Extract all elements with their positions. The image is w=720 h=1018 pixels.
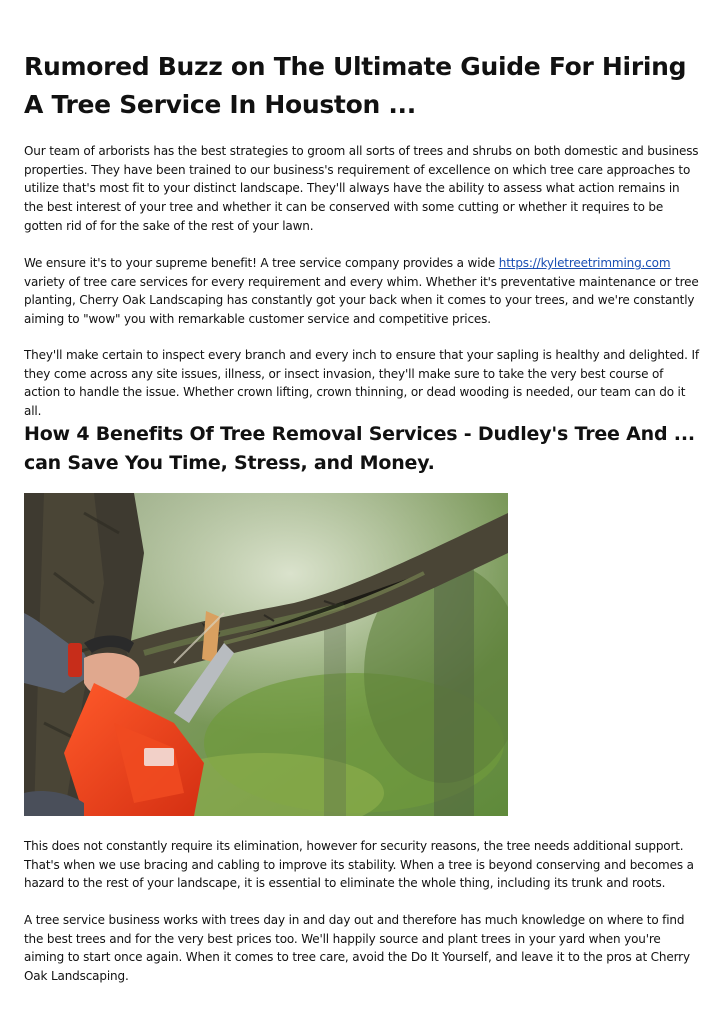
paragraph-sourcing: A tree service business works with trees day in and day out and therefore has much knowledge on where to find the best trees and for the very best prices too. We'll happily source and plant trees in your yard when you're aiming to start once again. When it comes to tree care, avoid the Do It Yourself, and leave it to the pros at Cherry Oak Landscaping. [24,913,690,984]
paragraph-bracing: This does not constantly require its elimination, however for security reasons, the tree needs additional support. That's when we use bracing and cabling to improve its stability. When a tree is beyond conserving and becomes a hazard to the rest of your landscape, it is essential to eliminate the whole thing, including its trunk and roots. [24,839,694,891]
paragraph-benefit [24,254,700,329]
paragraph-text: We ensure it's to your supreme benefit! A tree service company provides a wide [24,256,499,270]
chainsaw-cutting-branch-photo [24,493,508,816]
section-heading: How 4 Benefits Of Tree Removal Services - Dudley's Tree And ... can Save You Time, Stress, and Money. [24,423,695,474]
paragraph-text: variety of tree care services for every requirement and every whim. Whether it's preventative maintenance or tree planting, Cherry Oak Landscaping has constantly got your back when it comes to your trees, and we're constantly aiming to "wow" you with remarkable customer service and competitive prices. [24,274,699,327]
kyletreetrimming-link[interactable]: https://kyletreetrimming.com [498,256,671,270]
paragraph-arborists: Our team of arborists has the best strategies to groom all sorts of trees and shrubs on both domestic and business properties. They have been trained to our business's requirement of excellence on which tree care approaches to utilize that's most fit to your distinct landscape. They'll always have the ability to assess what action remains in the best interest of your tree and whether it can be conserved with some cutting or whether it requires to be gotten rid of for the sake of the rest of your lawn. [24,144,699,233]
page-title: Rumored Buzz on The Ultimate Guide For Hiring A Tree Service In Houston ... [24,52,687,119]
paragraph-inspection: They'll make certain to inspect every branch and every inch to ensure that your sapling is healthy and delighted. If they come across any site issues, illness, or insect invasion, they'll make sure to take the very best course of action to handle the issue. Whether crown lifting, crown thinning, or dead wooding is needed, our team can do it all. [24,348,699,419]
